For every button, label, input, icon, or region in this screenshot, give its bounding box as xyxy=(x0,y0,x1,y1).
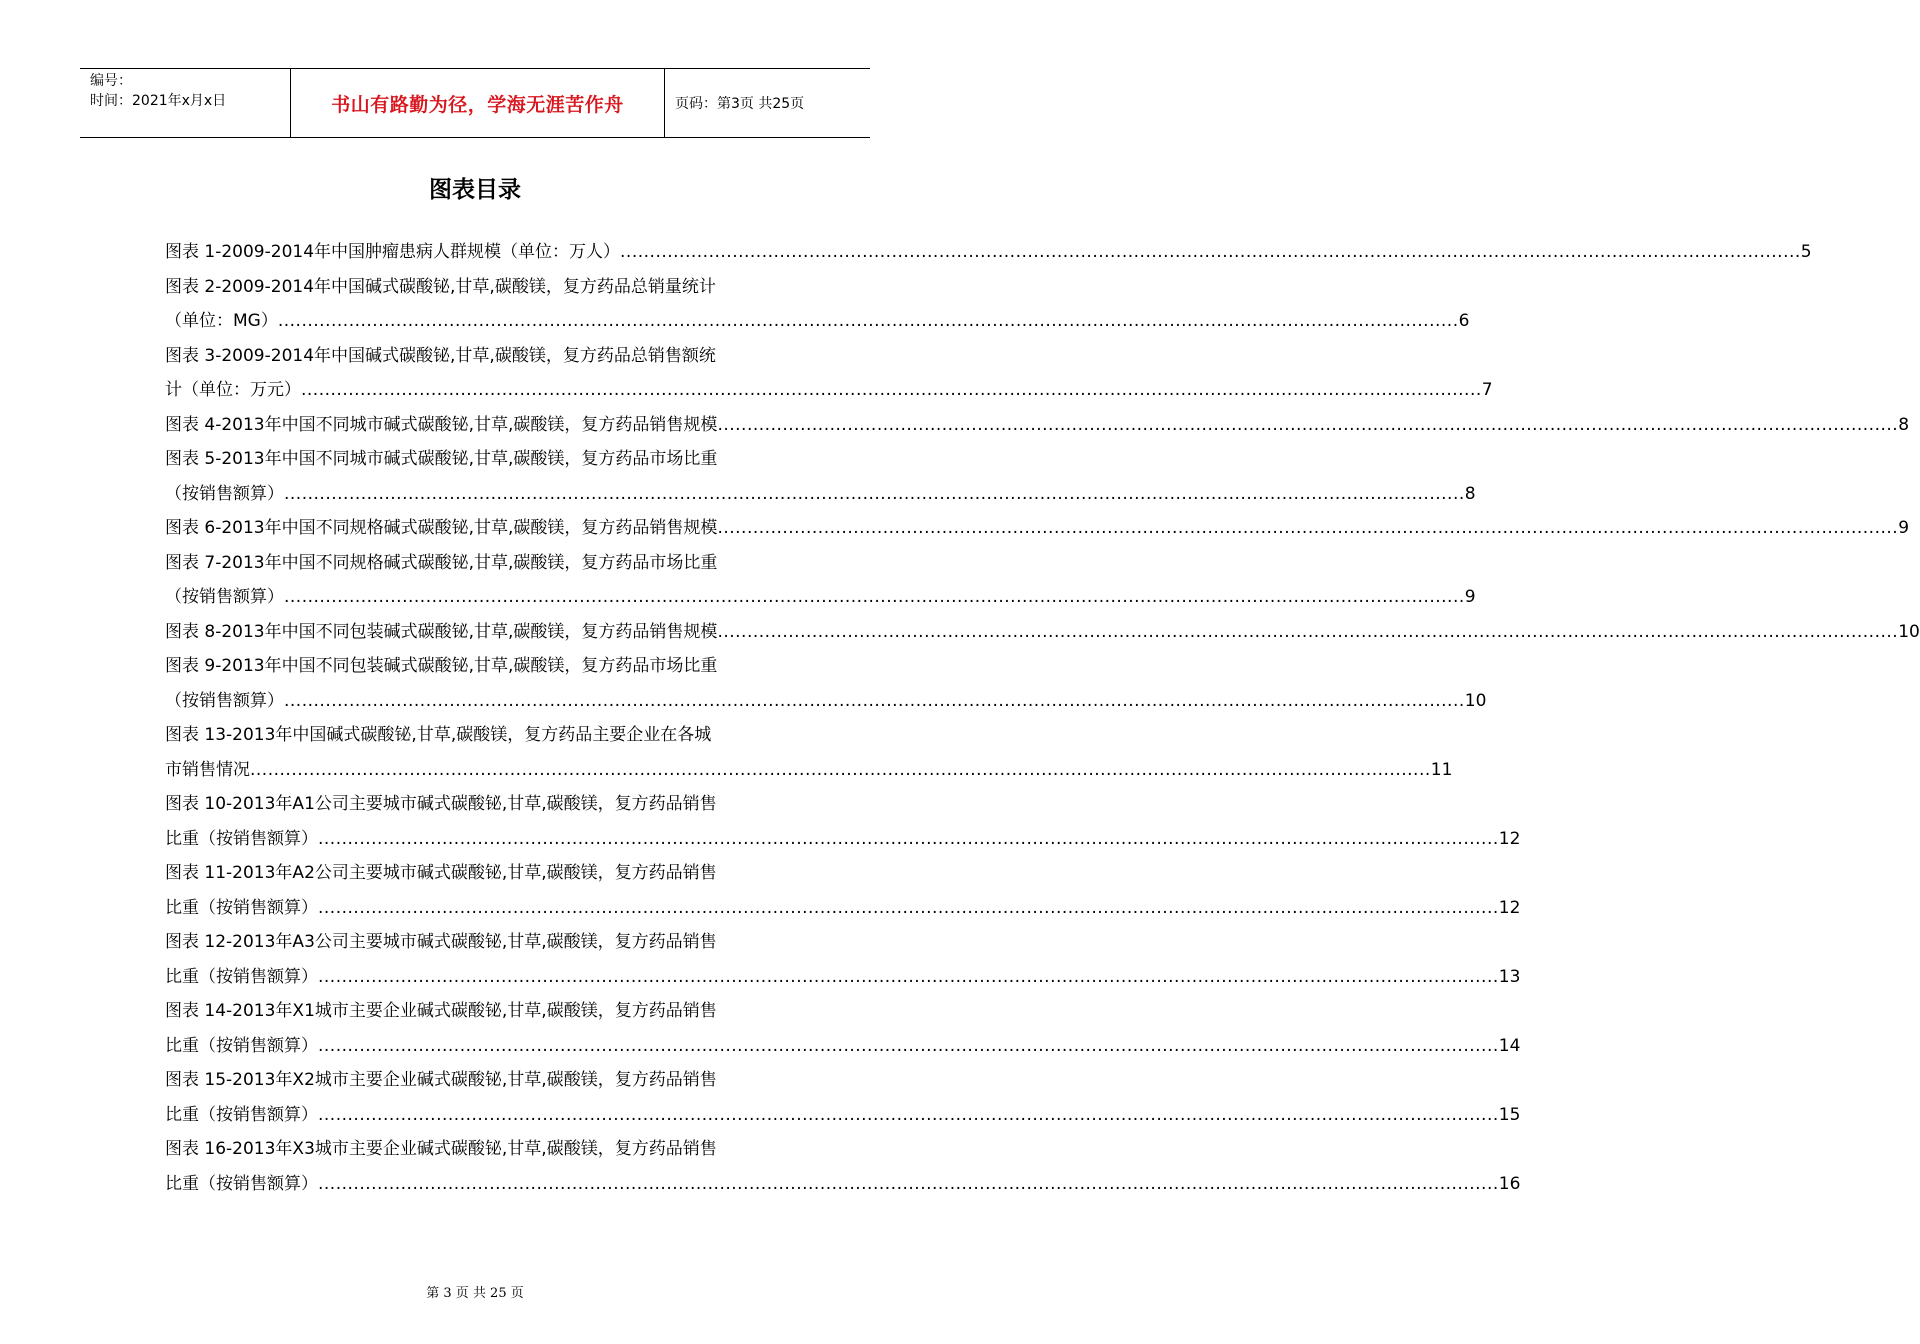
toc-entry[interactable] xyxy=(165,787,807,822)
toc-entry[interactable] xyxy=(165,546,807,581)
toc-entry-text: 图表 1-2009-2014年中国肿瘤患病人群规模（单位：万人） xyxy=(165,242,621,262)
toc-entry-page: 6 xyxy=(1458,311,1470,331)
toc-entry-text: （按销售额算） xyxy=(165,690,284,711)
toc-entry-page: 10 xyxy=(1464,690,1487,711)
toc-entry[interactable] xyxy=(165,373,1493,408)
toc-entry-text: 比重（按销售额算） xyxy=(165,828,318,849)
toc-entry[interactable] xyxy=(165,925,807,960)
document-number-label: 编号： xyxy=(90,73,132,89)
toc-leader-dots: ........................................................................................................................................................................................................ xyxy=(284,483,1465,504)
toc-leader-dots: ........................................................................................................................................................................................................ xyxy=(318,897,1499,918)
toc-entry-text: 图表 2-2009-2014年中国碱式碳酸铋,甘草,碳酸镁，复方药品总销量统计 xyxy=(165,276,716,297)
toc-entry[interactable] xyxy=(165,304,1470,339)
toc-entry-text: （按销售额算） xyxy=(165,587,284,607)
toc-entry-text: 图表 6-2013年中国不同规格碱式碳酸铋,甘草,碳酸镁，复方药品销售规模 xyxy=(165,518,718,538)
toc-leader-dots: ........................................................................................................................................................................................................ xyxy=(301,380,1482,400)
header-meta xyxy=(80,69,290,137)
toc-entry[interactable] xyxy=(165,649,807,684)
toc-entry-page: 7 xyxy=(1481,380,1493,400)
toc-entry-page: 10 xyxy=(1898,621,1920,642)
toc-entry-page: 14 xyxy=(1498,1035,1521,1056)
toc-leader-dots: ........................................................................................................................................................................................................ xyxy=(318,828,1499,849)
page-footer: 第 3 页 共 25 页 xyxy=(426,1286,524,1301)
toc-entry[interactable] xyxy=(165,442,807,477)
toc-leader-dots: ........................................................................................................................................................................................................ xyxy=(318,966,1499,987)
toc-leader-dots: ........................................................................................................................................................................................................ xyxy=(717,518,1899,538)
toc-entry-text: 计（单位：万元） xyxy=(165,380,301,400)
toc-entry-text: 比重（按销售额算） xyxy=(165,1035,318,1056)
document-date: 时间：2021年x月x日 xyxy=(90,93,227,109)
toc-entry-text: （单位：MG） xyxy=(165,311,278,331)
toc-entry-page: 12 xyxy=(1498,828,1521,849)
toc-entry-text: 图表 9-2013年中国不同包装碱式碳酸铋,甘草,碳酸镁，复方药品市场比重 xyxy=(165,656,718,676)
table-of-figures xyxy=(165,235,1920,1201)
toc-entry-text: （按销售额算） xyxy=(165,483,284,504)
toc-entry-text: 图表 7-2013年中国不同规格碱式碳酸铋,甘草,碳酸镁，复方药品市场比重 xyxy=(165,552,718,573)
toc-leader-dots: ........................................................................................................................................................................................................ xyxy=(318,1173,1499,1194)
toc-entry-text: 比重（按销售额算） xyxy=(165,966,318,987)
toc-leader-dots: ........................................................................................................................................................................................................ xyxy=(284,690,1465,711)
toc-entry[interactable] xyxy=(165,891,1521,926)
toc-entry[interactable] xyxy=(165,477,1476,512)
toc-entry[interactable] xyxy=(165,994,807,1029)
toc-entry-text: 图表 8-2013年中国不同包装碱式碳酸铋,甘草,碳酸镁，复方药品销售规模 xyxy=(165,621,718,642)
toc-entry-text: 比重（按销售额算） xyxy=(165,1104,318,1125)
toc-entry-text: 图表 14-2013年X1城市主要企业碱式碳酸铋,甘草,碳酸镁，复方药品销售 xyxy=(165,1001,717,1021)
toc-entry[interactable] xyxy=(165,580,1476,615)
toc-entry[interactable] xyxy=(165,856,807,891)
toc-entry[interactable] xyxy=(165,960,1521,995)
toc-entry[interactable] xyxy=(165,270,807,305)
toc-entry-text: 市销售情况 xyxy=(165,759,250,780)
toc-entry-text: 图表 15-2013年X2城市主要企业碱式碳酸铋,甘草,碳酸镁，复方药品销售 xyxy=(165,1070,717,1090)
toc-entry-text: 图表 12-2013年A3公司主要城市碱式碳酸铋,甘草,碳酸镁，复方药品销售 xyxy=(165,932,717,952)
toc-entry-text: 图表 13-2013年中国碱式碳酸铋,甘草,碳酸镁，复方药品主要企业在各城 xyxy=(165,725,712,745)
toc-entry-text: 比重（按销售额算） xyxy=(165,1173,318,1194)
toc-entry-text: 图表 10-2013年A1公司主要城市碱式碳酸铋,甘草,碳酸镁，复方药品销售 xyxy=(165,794,717,814)
toc-leader-dots: ........................................................................................................................................................................................................ xyxy=(284,587,1465,607)
toc-entry[interactable] xyxy=(165,235,1812,270)
toc-entry[interactable] xyxy=(165,339,807,374)
toc-leader-dots: ........................................................................................................................................................................................................ xyxy=(717,414,1899,435)
header-page-info: 页码：第3页 共25页 xyxy=(675,96,805,112)
toc-entry-text: 图表 16-2013年X3城市主要企业碱式碳酸铋,甘草,碳酸镁，复方药品销售 xyxy=(165,1139,717,1159)
toc-entry[interactable] xyxy=(165,822,1521,857)
page-header xyxy=(80,68,870,138)
toc-entry-text: 比重（按销售额算） xyxy=(165,897,318,918)
header-motto: 书山有路勤为径，学海无涯苦作舟 xyxy=(290,69,665,137)
toc-entry-page: 13 xyxy=(1498,966,1521,987)
toc-entry-page: 8 xyxy=(1464,483,1476,504)
toc-leader-dots: ........................................................................................................................................................................................................ xyxy=(277,311,1459,331)
toc-entry-text: 图表 3-2009-2014年中国碱式碳酸铋,甘草,碳酸镁，复方药品总销售额统 xyxy=(165,345,716,366)
toc-entry[interactable] xyxy=(165,408,1910,443)
toc-entry-page: 11 xyxy=(1430,759,1453,780)
toc-entry-page: 9 xyxy=(1464,587,1476,607)
toc-entry-page: 16 xyxy=(1498,1173,1521,1194)
toc-leader-dots: ........................................................................................................................................................................................................ xyxy=(318,1035,1499,1056)
toc-entry-page: 15 xyxy=(1498,1104,1521,1125)
toc-entry[interactable] xyxy=(165,684,1487,719)
toc-entry[interactable] xyxy=(165,511,1910,546)
toc-leader-dots: ........................................................................................................................................................................................................ xyxy=(717,621,1899,642)
toc-entry[interactable] xyxy=(165,1029,1521,1064)
toc-entry[interactable] xyxy=(165,615,1920,650)
toc-entry-text: 图表 5-2013年中国不同城市碱式碳酸铋,甘草,碳酸镁，复方药品市场比重 xyxy=(165,449,718,469)
toc-entry[interactable] xyxy=(165,1132,807,1167)
toc-entry-page: 12 xyxy=(1498,897,1521,918)
toc-entry-page: 5 xyxy=(1800,242,1812,262)
toc-leader-dots: ........................................................................................................................................................................................................ xyxy=(318,1104,1499,1125)
toc-entry-text: 图表 11-2013年A2公司主要城市碱式碳酸铋,甘草,碳酸镁，复方药品销售 xyxy=(165,863,717,883)
toc-leader-dots: ........................................................................................................................................................................................................ xyxy=(250,759,1431,780)
toc-entry[interactable] xyxy=(165,1098,1521,1133)
toc-entry[interactable] xyxy=(165,718,807,753)
page-title: 图表目录 xyxy=(429,177,521,203)
toc-entry[interactable] xyxy=(165,753,1453,788)
toc-leader-dots: ........................................................................................................................................................................................................ xyxy=(620,242,1801,262)
toc-entry-text: 图表 4-2013年中国不同城市碱式碳酸铋,甘草,碳酸镁，复方药品销售规模 xyxy=(165,414,718,435)
toc-entry-page: 9 xyxy=(1898,518,1910,538)
toc-entry-page: 8 xyxy=(1898,414,1910,435)
toc-entry[interactable] xyxy=(165,1167,1521,1202)
toc-entry[interactable] xyxy=(165,1063,807,1098)
